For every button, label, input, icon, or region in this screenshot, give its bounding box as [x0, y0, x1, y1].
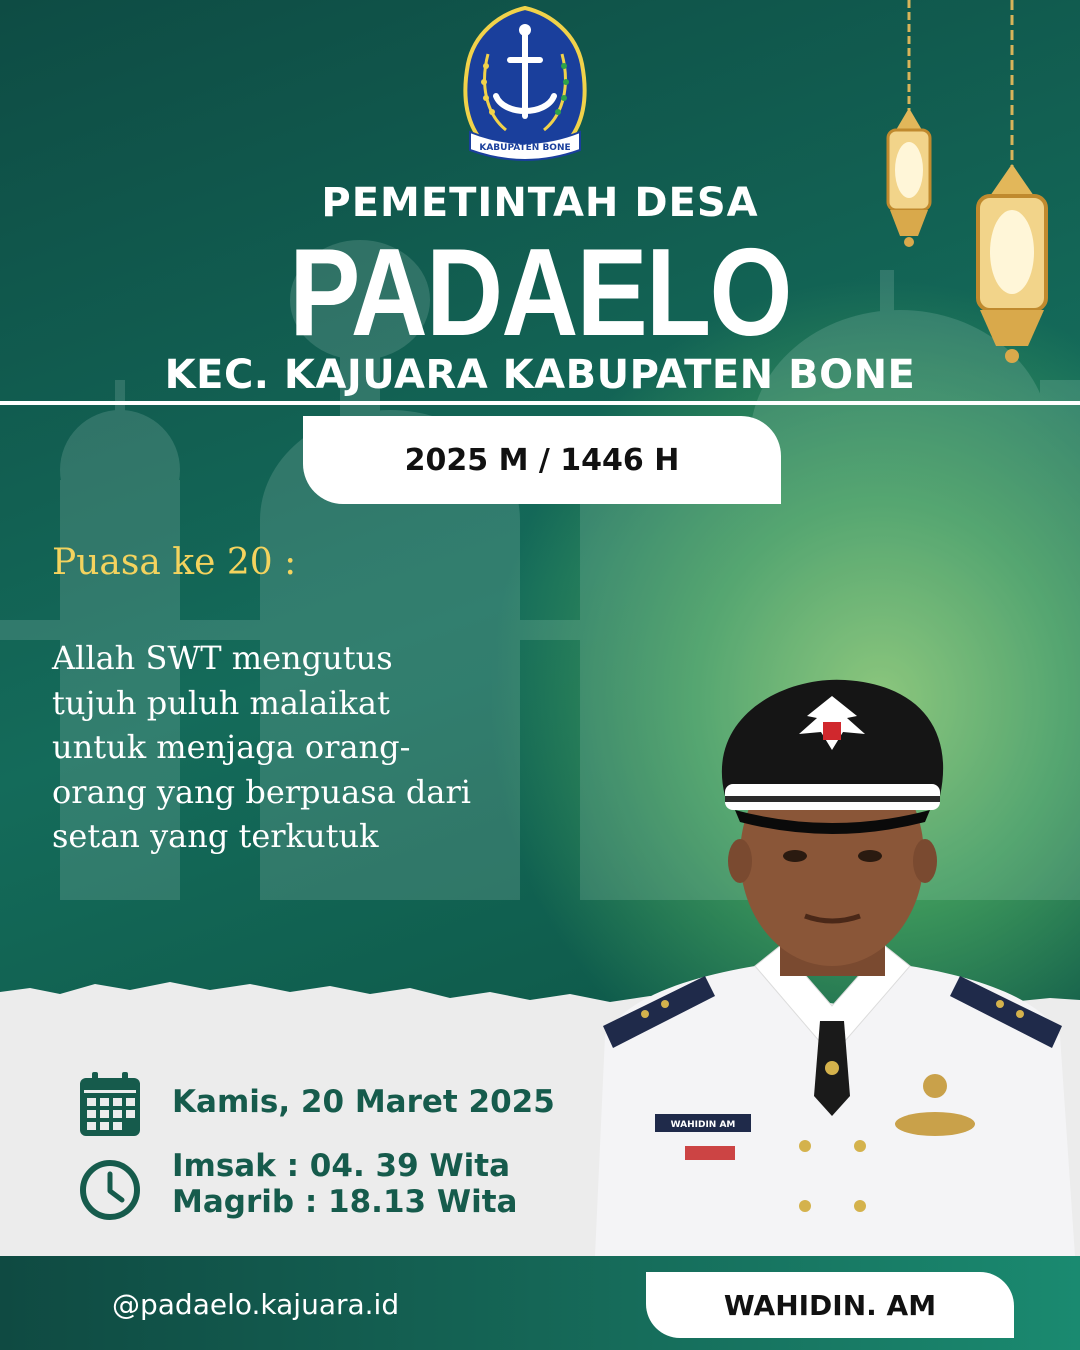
- prayer-times: [172, 1148, 517, 1220]
- imsak-time: Imsak : 04. 39 Wita: [172, 1148, 511, 1184]
- uniform-name-tag: WAHIDIN AM: [670, 1120, 736, 1130]
- village-name: PADAELO: [289, 224, 791, 362]
- calendar-icon: [78, 1070, 142, 1138]
- fasting-day-heading: Puasa ke 20 :: [52, 542, 297, 583]
- quote-line: tujuh puluh malaikat: [52, 683, 390, 722]
- quote-line: setan yang terkutuk: [52, 817, 379, 855]
- year-text: 2025 M / 1446 H: [404, 442, 680, 478]
- government-label: PEMETINTAH DESA: [321, 180, 759, 226]
- date-text: Kamis, 20 Maret 2025: [172, 1084, 555, 1120]
- year-badge: [303, 416, 781, 504]
- logo-caption: KABUPATEN BONE: [479, 143, 571, 153]
- name-badge: [646, 1272, 1014, 1338]
- clock-icon: [78, 1158, 142, 1222]
- divider: [0, 401, 1080, 405]
- portrait-photo: [585, 676, 1080, 1256]
- district-label: KEC. KAJUARA KABUPATEN BONE: [164, 352, 916, 398]
- social-handle[interactable]: @padaelo.kajuara.id: [112, 1288, 400, 1321]
- magrib-time: Magrib : 18.13 Wita: [172, 1184, 518, 1220]
- quote-line: orang yang berpuasa dari: [52, 772, 471, 811]
- quote-line: untuk menjaga orang-: [52, 728, 411, 766]
- quote-line: Allah SWT mengutus: [52, 639, 393, 677]
- kabupaten-bone-logo: [456, 4, 594, 170]
- quote: [52, 636, 532, 859]
- person-name: WAHIDIN. AM: [723, 1288, 937, 1322]
